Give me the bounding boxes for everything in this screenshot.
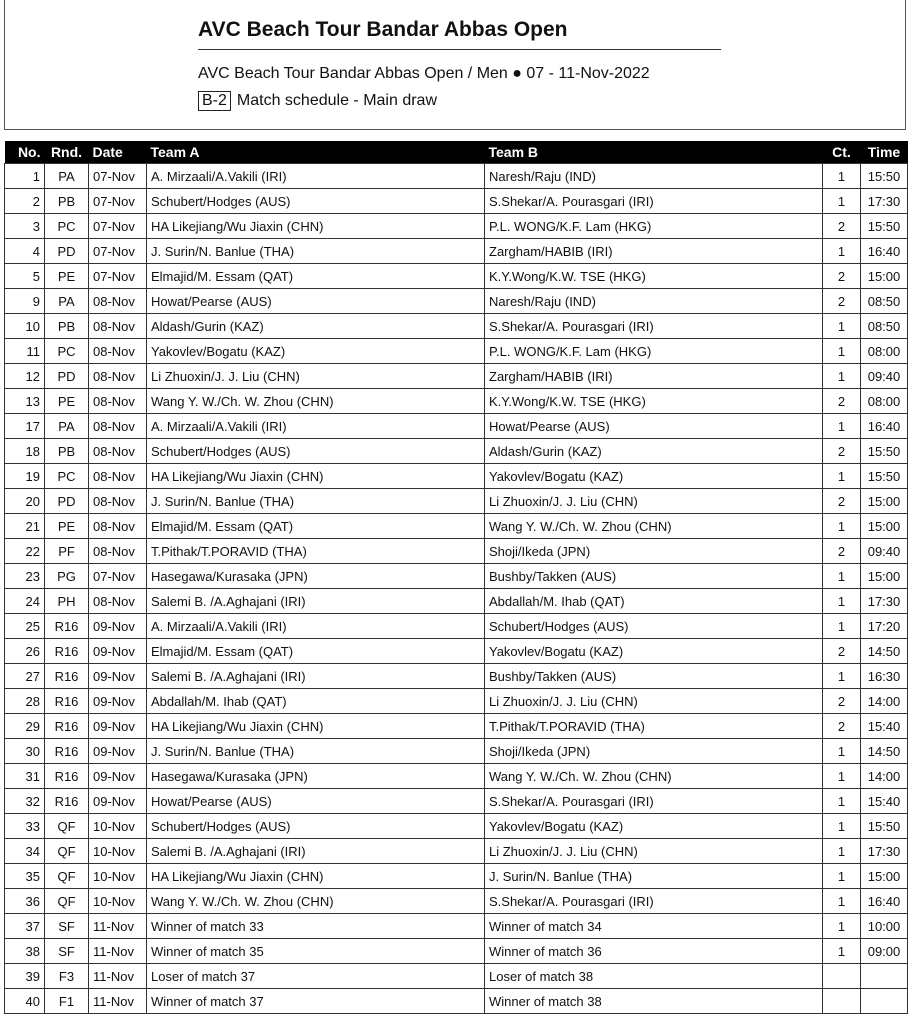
court-cell: 1	[823, 814, 861, 839]
table-row	[5, 564, 908, 589]
date-cell: 08-Nov	[89, 514, 147, 539]
table-row	[5, 389, 908, 414]
date-cell: 09-Nov	[89, 689, 147, 714]
team-b-cell: Li Zhuoxin/J. J. Liu (CHN)	[485, 839, 823, 864]
table-row	[5, 939, 908, 964]
match-number-cell: 20	[5, 489, 45, 514]
match-number-cell: 29	[5, 714, 45, 739]
team-a-cell: HA Likejiang/Wu Jiaxin (CHN)	[147, 464, 485, 489]
team-a-cell: A. Mirzaali/A.Vakili (IRI)	[147, 414, 485, 439]
table-row	[5, 964, 908, 989]
round-cell: QF	[45, 839, 89, 864]
team-a-cell: Howat/Pearse (AUS)	[147, 789, 485, 814]
match-number-cell: 19	[5, 464, 45, 489]
table-row	[5, 864, 908, 889]
round-cell: R16	[45, 789, 89, 814]
table-row	[5, 914, 908, 939]
team-b-cell: Bushby/Takken (AUS)	[485, 564, 823, 589]
date-cell: 09-Nov	[89, 789, 147, 814]
date-cell: 09-Nov	[89, 614, 147, 639]
match-number-cell: 24	[5, 589, 45, 614]
round-cell: PE	[45, 514, 89, 539]
round-cell: PB	[45, 439, 89, 464]
table-row	[5, 289, 908, 314]
time-cell: 15:00	[861, 264, 908, 289]
team-a-cell: Elmajid/M. Essam (QAT)	[147, 264, 485, 289]
table-row	[5, 164, 908, 189]
round-cell: PD	[45, 489, 89, 514]
time-cell: 15:50	[861, 464, 908, 489]
round-cell: PC	[45, 464, 89, 489]
table-row	[5, 214, 908, 239]
date-cell: 09-Nov	[89, 664, 147, 689]
match-number-cell: 22	[5, 539, 45, 564]
round-cell: PC	[45, 214, 89, 239]
team-b-cell: Yakovlev/Bogatu (KAZ)	[485, 464, 823, 489]
match-number-cell: 31	[5, 764, 45, 789]
court-cell: 1	[823, 189, 861, 214]
team-a-cell: HA Likejiang/Wu Jiaxin (CHN)	[147, 714, 485, 739]
table-row	[5, 339, 908, 364]
round-cell: PF	[45, 539, 89, 564]
team-b-cell: Li Zhuoxin/J. J. Liu (CHN)	[485, 489, 823, 514]
team-a-cell: Elmajid/M. Essam (QAT)	[147, 514, 485, 539]
team-a-cell: Salemi B. /A.Aghajani (IRI)	[147, 664, 485, 689]
time-cell: 08:50	[861, 289, 908, 314]
date-cell: 07-Nov	[89, 164, 147, 189]
column-header-round: Rnd.	[45, 141, 89, 164]
match-number-cell: 35	[5, 864, 45, 889]
time-cell: 08:00	[861, 389, 908, 414]
time-cell: 15:00	[861, 489, 908, 514]
table-row	[5, 364, 908, 389]
document-code: B-2	[198, 91, 231, 111]
table-row	[5, 639, 908, 664]
court-cell: 1	[823, 464, 861, 489]
team-b-cell: Bushby/Takken (AUS)	[485, 664, 823, 689]
round-cell: PE	[45, 389, 89, 414]
time-cell: 14:50	[861, 639, 908, 664]
date-cell: 09-Nov	[89, 714, 147, 739]
date-cell: 11-Nov	[89, 964, 147, 989]
court-cell: 1	[823, 664, 861, 689]
table-row	[5, 664, 908, 689]
team-a-cell: Hasegawa/Kurasaka (JPN)	[147, 564, 485, 589]
round-cell: R16	[45, 739, 89, 764]
team-b-cell: Naresh/Raju (IND)	[485, 289, 823, 314]
court-cell	[823, 964, 861, 989]
table-row	[5, 739, 908, 764]
match-number-cell: 9	[5, 289, 45, 314]
court-cell: 2	[823, 539, 861, 564]
table-row	[5, 489, 908, 514]
time-cell: 15:00	[861, 514, 908, 539]
match-number-cell: 38	[5, 939, 45, 964]
court-cell: 1	[823, 939, 861, 964]
round-cell: PA	[45, 414, 89, 439]
court-cell: 2	[823, 439, 861, 464]
table-row	[5, 714, 908, 739]
match-schedule-table	[4, 141, 908, 1014]
column-header-time: Time	[861, 141, 908, 164]
court-cell	[823, 989, 861, 1014]
date-cell: 07-Nov	[89, 214, 147, 239]
round-cell: R16	[45, 764, 89, 789]
team-b-cell: K.Y.Wong/K.W. TSE (HKG)	[485, 264, 823, 289]
date-cell: 07-Nov	[89, 264, 147, 289]
time-cell	[861, 989, 908, 1014]
date-cell: 10-Nov	[89, 839, 147, 864]
team-a-cell: Winner of match 33	[147, 914, 485, 939]
match-number-cell: 18	[5, 439, 45, 464]
table-row	[5, 689, 908, 714]
date-cell: 08-Nov	[89, 289, 147, 314]
date-cell: 10-Nov	[89, 889, 147, 914]
team-a-cell: Wang Y. W./Ch. W. Zhou (CHN)	[147, 389, 485, 414]
table-row	[5, 439, 908, 464]
team-b-cell: Yakovlev/Bogatu (KAZ)	[485, 639, 823, 664]
match-number-cell: 40	[5, 989, 45, 1014]
date-cell: 08-Nov	[89, 464, 147, 489]
round-cell: PH	[45, 589, 89, 614]
table-row	[5, 464, 908, 489]
time-cell: 16:40	[861, 889, 908, 914]
date-cell: 09-Nov	[89, 739, 147, 764]
court-cell: 1	[823, 789, 861, 814]
table-row	[5, 764, 908, 789]
match-number-cell: 13	[5, 389, 45, 414]
table-row	[5, 614, 908, 639]
team-b-cell: Shoji/Ikeda (JPN)	[485, 539, 823, 564]
match-number-cell: 2	[5, 189, 45, 214]
match-number-cell: 36	[5, 889, 45, 914]
team-b-cell: S.Shekar/A. Pourasgari (IRI)	[485, 189, 823, 214]
court-cell: 1	[823, 364, 861, 389]
table-row	[5, 889, 908, 914]
court-cell: 1	[823, 414, 861, 439]
match-number-cell: 11	[5, 339, 45, 364]
time-cell: 15:40	[861, 714, 908, 739]
time-cell: 15:50	[861, 214, 908, 239]
match-number-cell: 21	[5, 514, 45, 539]
match-number-cell: 10	[5, 314, 45, 339]
time-cell: 17:30	[861, 839, 908, 864]
round-cell: QF	[45, 864, 89, 889]
round-cell: SF	[45, 914, 89, 939]
date-cell: 09-Nov	[89, 764, 147, 789]
round-cell: F3	[45, 964, 89, 989]
court-cell: 1	[823, 564, 861, 589]
time-cell: 17:30	[861, 589, 908, 614]
column-header-no: No.	[5, 141, 45, 164]
court-cell: 2	[823, 264, 861, 289]
date-cell: 10-Nov	[89, 814, 147, 839]
team-a-cell: Aldash/Gurin (KAZ)	[147, 314, 485, 339]
column-header-team-a: Team A	[147, 141, 485, 164]
round-cell: PD	[45, 239, 89, 264]
court-cell: 1	[823, 864, 861, 889]
round-cell: F1	[45, 989, 89, 1014]
court-cell: 1	[823, 914, 861, 939]
team-a-cell: A. Mirzaali/A.Vakili (IRI)	[147, 164, 485, 189]
team-b-cell: Shoji/Ikeda (JPN)	[485, 739, 823, 764]
team-a-cell: Elmajid/M. Essam (QAT)	[147, 639, 485, 664]
team-b-cell: P.L. WONG/K.F. Lam (HKG)	[485, 214, 823, 239]
match-number-cell: 5	[5, 264, 45, 289]
round-cell: PD	[45, 364, 89, 389]
round-cell: QF	[45, 889, 89, 914]
round-cell: R16	[45, 714, 89, 739]
team-b-cell: Yakovlev/Bogatu (KAZ)	[485, 814, 823, 839]
table-row	[5, 264, 908, 289]
round-cell: PB	[45, 314, 89, 339]
team-b-cell: Abdallah/M. Ihab (QAT)	[485, 589, 823, 614]
team-b-cell: Aldash/Gurin (KAZ)	[485, 439, 823, 464]
court-cell: 2	[823, 489, 861, 514]
court-cell: 2	[823, 389, 861, 414]
round-cell: R16	[45, 664, 89, 689]
column-header-team-b: Team B	[485, 141, 823, 164]
court-cell: 2	[823, 639, 861, 664]
team-a-cell: Wang Y. W./Ch. W. Zhou (CHN)	[147, 889, 485, 914]
match-number-cell: 27	[5, 664, 45, 689]
date-cell: 08-Nov	[89, 489, 147, 514]
round-cell: PA	[45, 289, 89, 314]
team-b-cell: Zargham/HABIB (IRI)	[485, 364, 823, 389]
team-b-cell: T.Pithak/T.PORAVID (THA)	[485, 714, 823, 739]
time-cell: 09:00	[861, 939, 908, 964]
team-a-cell: Howat/Pearse (AUS)	[147, 289, 485, 314]
date-cell: 08-Nov	[89, 389, 147, 414]
round-cell: R16	[45, 614, 89, 639]
team-a-cell: HA Likejiang/Wu Jiaxin (CHN)	[147, 214, 485, 239]
team-b-cell: Zargham/HABIB (IRI)	[485, 239, 823, 264]
round-cell: R16	[45, 639, 89, 664]
match-number-cell: 28	[5, 689, 45, 714]
round-cell: QF	[45, 814, 89, 839]
date-cell: 08-Nov	[89, 314, 147, 339]
document-label	[198, 91, 437, 111]
team-a-cell: Salemi B. /A.Aghajani (IRI)	[147, 839, 485, 864]
team-a-cell: Schubert/Hodges (AUS)	[147, 439, 485, 464]
team-a-cell: HA Likejiang/Wu Jiaxin (CHN)	[147, 864, 485, 889]
column-header-court: Ct.	[823, 141, 861, 164]
time-cell	[861, 964, 908, 989]
title-divider	[198, 49, 721, 50]
court-cell: 1	[823, 339, 861, 364]
time-cell: 15:00	[861, 864, 908, 889]
match-number-cell: 17	[5, 414, 45, 439]
team-b-cell: S.Shekar/A. Pourasgari (IRI)	[485, 789, 823, 814]
time-cell: 15:40	[861, 789, 908, 814]
team-a-cell: Schubert/Hodges (AUS)	[147, 814, 485, 839]
court-cell: 1	[823, 589, 861, 614]
table-row	[5, 989, 908, 1014]
time-cell: 16:30	[861, 664, 908, 689]
court-cell: 1	[823, 314, 861, 339]
table-row	[5, 589, 908, 614]
court-cell: 1	[823, 839, 861, 864]
round-cell: R16	[45, 689, 89, 714]
time-cell: 10:00	[861, 914, 908, 939]
date-cell: 10-Nov	[89, 864, 147, 889]
table-row	[5, 789, 908, 814]
date-cell: 11-Nov	[89, 989, 147, 1014]
match-number-cell: 12	[5, 364, 45, 389]
round-cell: SF	[45, 939, 89, 964]
round-cell: PE	[45, 264, 89, 289]
date-cell: 07-Nov	[89, 564, 147, 589]
table-row	[5, 314, 908, 339]
time-cell: 16:40	[861, 239, 908, 264]
date-cell: 08-Nov	[89, 539, 147, 564]
time-cell: 17:30	[861, 189, 908, 214]
match-number-cell: 23	[5, 564, 45, 589]
table-header-row	[5, 141, 908, 164]
date-cell: 11-Nov	[89, 914, 147, 939]
document-name: Match schedule - Main draw	[236, 92, 437, 109]
team-b-cell: Naresh/Raju (IND)	[485, 164, 823, 189]
team-a-cell: Hasegawa/Kurasaka (JPN)	[147, 764, 485, 789]
time-cell: 15:50	[861, 439, 908, 464]
date-cell: 09-Nov	[89, 639, 147, 664]
match-number-cell: 3	[5, 214, 45, 239]
team-b-cell: P.L. WONG/K.F. Lam (HKG)	[485, 339, 823, 364]
date-cell: 08-Nov	[89, 339, 147, 364]
team-b-cell: Winner of match 36	[485, 939, 823, 964]
court-cell: 2	[823, 714, 861, 739]
team-a-cell: Yakovlev/Bogatu (KAZ)	[147, 339, 485, 364]
team-a-cell: Winner of match 35	[147, 939, 485, 964]
team-b-cell: K.Y.Wong/K.W. TSE (HKG)	[485, 389, 823, 414]
team-b-cell: Schubert/Hodges (AUS)	[485, 614, 823, 639]
team-b-cell: Li Zhuoxin/J. J. Liu (CHN)	[485, 689, 823, 714]
date-cell: 07-Nov	[89, 189, 147, 214]
time-cell: 14:00	[861, 689, 908, 714]
court-cell: 2	[823, 214, 861, 239]
team-b-cell: Wang Y. W./Ch. W. Zhou (CHN)	[485, 764, 823, 789]
match-number-cell: 32	[5, 789, 45, 814]
table-row	[5, 514, 908, 539]
team-a-cell: T.Pithak/T.PORAVID (THA)	[147, 539, 485, 564]
court-cell: 1	[823, 164, 861, 189]
match-number-cell: 37	[5, 914, 45, 939]
team-a-cell: Schubert/Hodges (AUS)	[147, 189, 485, 214]
court-cell: 1	[823, 239, 861, 264]
match-number-cell: 25	[5, 614, 45, 639]
document-header	[4, 0, 906, 130]
team-b-cell: S.Shekar/A. Pourasgari (IRI)	[485, 889, 823, 914]
time-cell: 09:40	[861, 539, 908, 564]
time-cell: 15:50	[861, 814, 908, 839]
table-row	[5, 239, 908, 264]
team-a-cell: J. Surin/N. Banlue (THA)	[147, 739, 485, 764]
team-a-cell: Li Zhuoxin/J. J. Liu (CHN)	[147, 364, 485, 389]
table-row	[5, 814, 908, 839]
time-cell: 16:40	[861, 414, 908, 439]
time-cell: 17:20	[861, 614, 908, 639]
time-cell: 08:00	[861, 339, 908, 364]
table-row	[5, 839, 908, 864]
team-b-cell: S.Shekar/A. Pourasgari (IRI)	[485, 314, 823, 339]
match-number-cell: 26	[5, 639, 45, 664]
match-number-cell: 1	[5, 164, 45, 189]
team-b-cell: Winner of match 38	[485, 989, 823, 1014]
column-header-date: Date	[89, 141, 147, 164]
round-cell: PG	[45, 564, 89, 589]
time-cell: 14:00	[861, 764, 908, 789]
team-a-cell: Winner of match 37	[147, 989, 485, 1014]
date-cell: 07-Nov	[89, 239, 147, 264]
team-a-cell: Loser of match 37	[147, 964, 485, 989]
table-row	[5, 539, 908, 564]
team-a-cell: J. Surin/N. Banlue (THA)	[147, 239, 485, 264]
court-cell: 1	[823, 514, 861, 539]
time-cell: 09:40	[861, 364, 908, 389]
team-a-cell: Abdallah/M. Ihab (QAT)	[147, 689, 485, 714]
date-cell: 08-Nov	[89, 439, 147, 464]
table-row	[5, 414, 908, 439]
court-cell: 1	[823, 739, 861, 764]
event-subtitle: AVC Beach Tour Bandar Abbas Open / Men ● 07 - 11-Nov-2022	[198, 65, 650, 82]
team-a-cell: J. Surin/N. Banlue (THA)	[147, 489, 485, 514]
team-b-cell: Loser of match 38	[485, 964, 823, 989]
court-cell: 2	[823, 289, 861, 314]
match-number-cell: 4	[5, 239, 45, 264]
date-cell: 08-Nov	[89, 414, 147, 439]
team-b-cell: Howat/Pearse (AUS)	[485, 414, 823, 439]
court-cell: 1	[823, 614, 861, 639]
date-cell: 08-Nov	[89, 589, 147, 614]
match-number-cell: 39	[5, 964, 45, 989]
time-cell: 15:50	[861, 164, 908, 189]
time-cell: 14:50	[861, 739, 908, 764]
document-title: AVC Beach Tour Bandar Abbas Open	[198, 18, 568, 41]
team-b-cell: Wang Y. W./Ch. W. Zhou (CHN)	[485, 514, 823, 539]
round-cell: PC	[45, 339, 89, 364]
team-a-cell: A. Mirzaali/A.Vakili (IRI)	[147, 614, 485, 639]
court-cell: 1	[823, 764, 861, 789]
round-cell: PA	[45, 164, 89, 189]
match-number-cell: 34	[5, 839, 45, 864]
match-number-cell: 33	[5, 814, 45, 839]
time-cell: 15:00	[861, 564, 908, 589]
round-cell: PB	[45, 189, 89, 214]
team-a-cell: Salemi B. /A.Aghajani (IRI)	[147, 589, 485, 614]
team-b-cell: J. Surin/N. Banlue (THA)	[485, 864, 823, 889]
team-b-cell: Winner of match 34	[485, 914, 823, 939]
time-cell: 08:50	[861, 314, 908, 339]
table-row	[5, 189, 908, 214]
court-cell: 1	[823, 889, 861, 914]
date-cell: 08-Nov	[89, 364, 147, 389]
match-number-cell: 30	[5, 739, 45, 764]
court-cell: 2	[823, 689, 861, 714]
date-cell: 11-Nov	[89, 939, 147, 964]
